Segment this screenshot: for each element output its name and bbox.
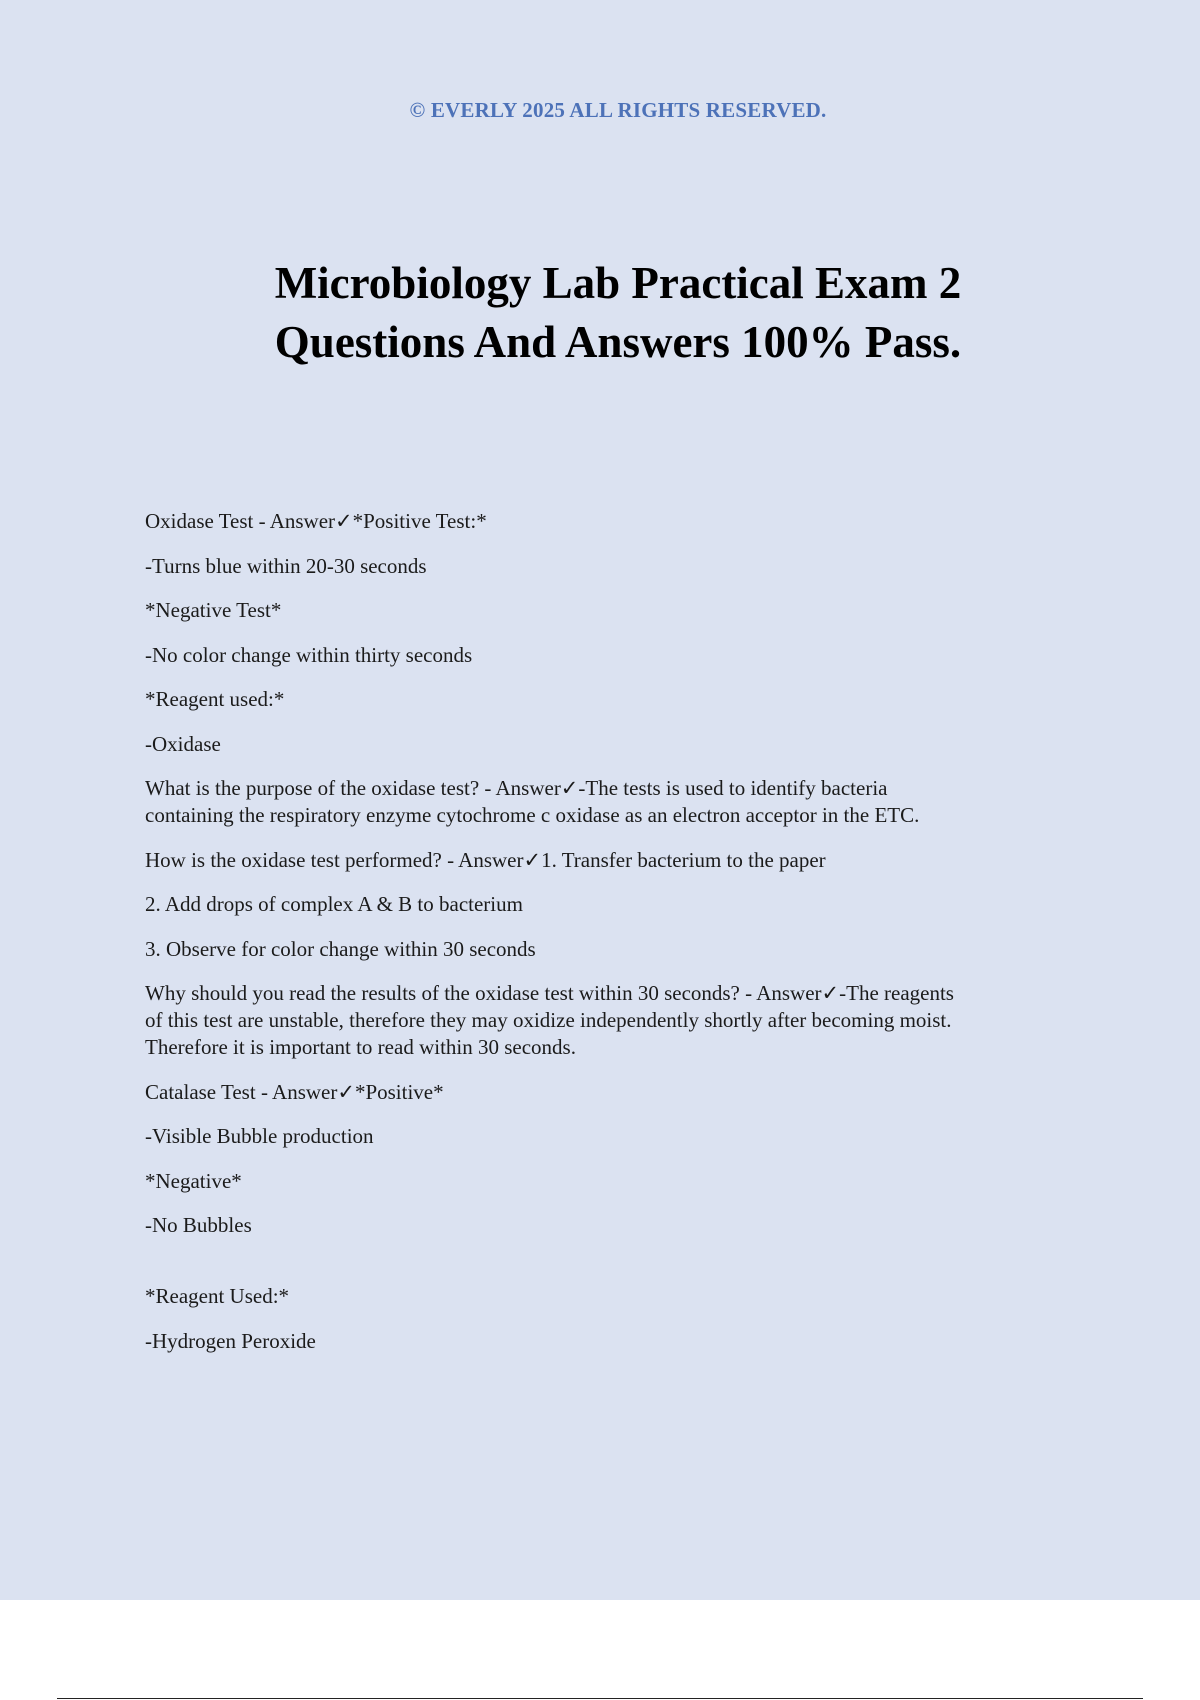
performed-step-2: 2. Add drops of complex A & B to bacterium bbox=[145, 892, 523, 916]
title-line-2: Questions And Answers 100% Pass. bbox=[274, 317, 962, 367]
catalase-question: Catalase Test - Answer✓*Positive* bbox=[145, 1079, 444, 1104]
performed-step-3: 3. Observe for color change within 30 seconds bbox=[145, 936, 536, 961]
footer-divider bbox=[57, 1698, 1143, 1699]
catalase-reagent: -Hydrogen Peroxide bbox=[145, 1328, 316, 1353]
oxidase-negative-result: -No color change within thirty seconds bbox=[145, 642, 473, 667]
why-read-line-1: Why should you read the results of the oxidase test within 30 seconds? - Answer✓-The reagents bbox=[145, 981, 954, 1005]
performed-question: How is the oxidase test performed? - Answer✓1. Transfer bacterium to the paper bbox=[145, 847, 826, 872]
catalase-positive-result: -Visible Bubble production bbox=[145, 1124, 374, 1148]
why-read-line-2: of this test are unstable, therefore they may oxidize independently shortly after becoming moist. bbox=[145, 1008, 952, 1032]
oxidase-negative-heading: *Negative Test* bbox=[145, 598, 282, 622]
oxidase-positive-result: -Turns blue within 20-30 seconds bbox=[145, 553, 427, 578]
why-read-line-3: Therefore it is important to read within 30 seconds. bbox=[145, 1035, 576, 1059]
oxidase-reagent: -Oxidase bbox=[145, 731, 221, 756]
oxidase-question: Oxidase Test - Answer✓*Positive Test:* bbox=[145, 509, 487, 533]
qa-content bbox=[145, 508, 1095, 1355]
title-line-1: Microbiology Lab Practical Exam 2 bbox=[274, 258, 962, 308]
document-title bbox=[0, 254, 1200, 372]
catalase-negative-result: -No Bubbles bbox=[145, 1213, 252, 1237]
copyright-notice: © EVERLY 2025 ALL RIGHTS RESERVED. bbox=[409, 98, 827, 122]
purpose-question-line-2: containing the respiratory enzyme cytochrome c oxidase as an electron acceptor in the ETC. bbox=[145, 803, 920, 827]
catalase-reagent-heading: *Reagent Used:* bbox=[145, 1284, 290, 1308]
catalase-negative-heading: *Negative* bbox=[145, 1168, 242, 1193]
oxidase-reagent-heading: *Reagent used:* bbox=[145, 687, 285, 711]
purpose-question-line-1: What is the purpose of the oxidase test? - Answer✓-The tests is used to identify bacteria bbox=[145, 776, 888, 800]
